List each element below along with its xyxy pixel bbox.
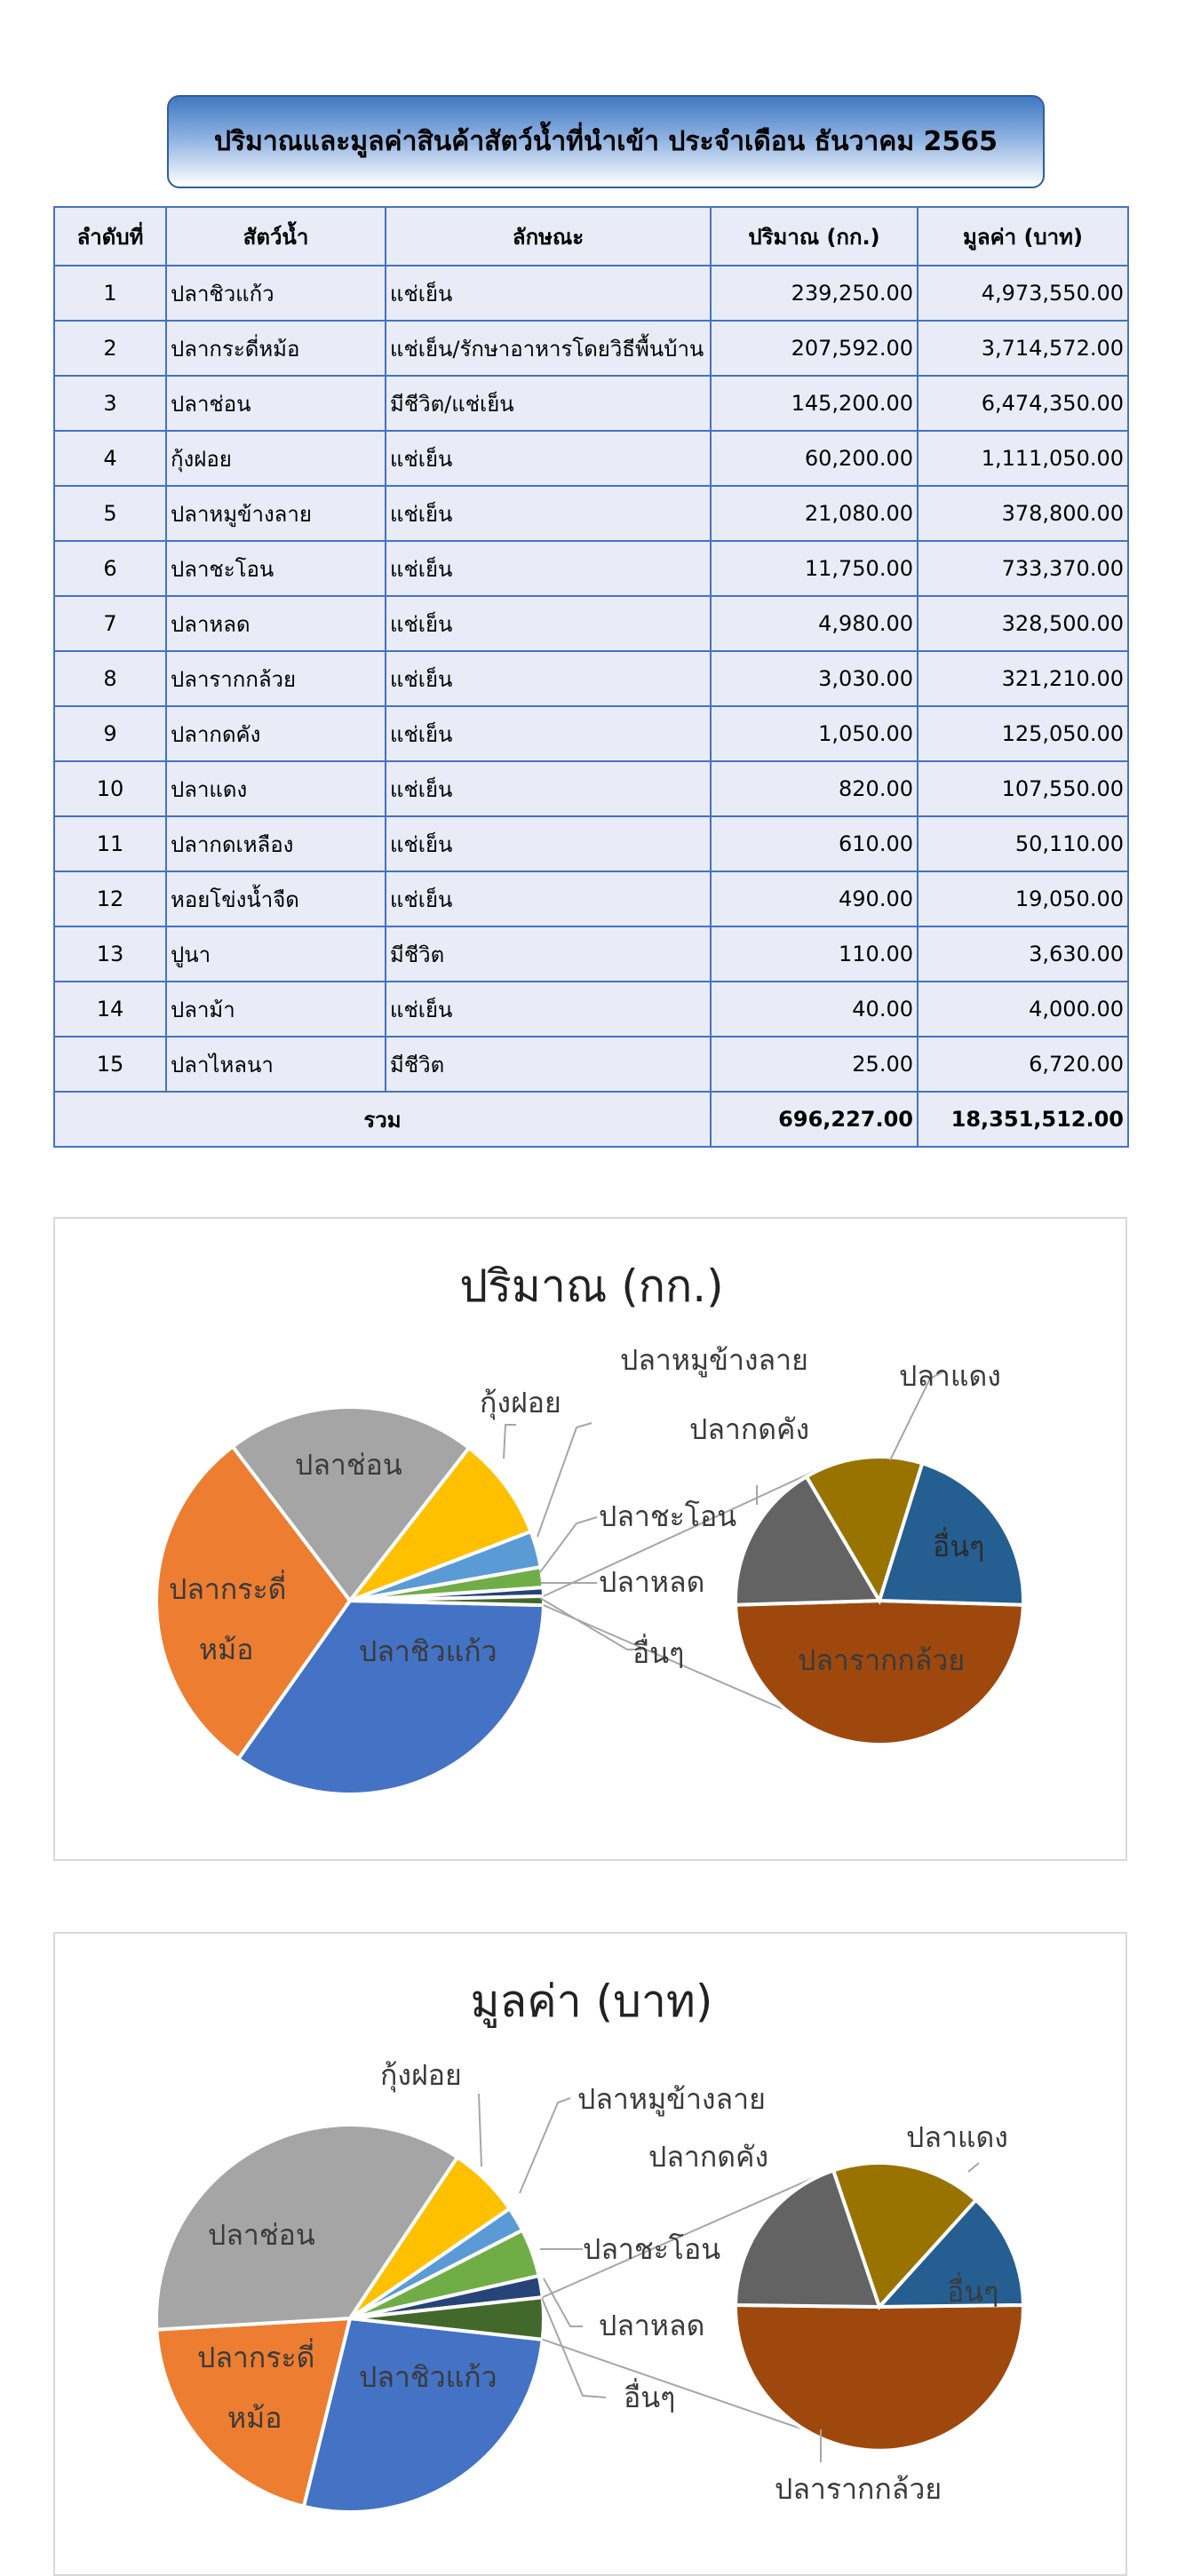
leader-line: [540, 1517, 597, 1572]
value-baht: 328,500.00: [918, 596, 1128, 651]
table-row: [54, 486, 1128, 541]
slice-label: ปลากดคัง: [648, 2140, 769, 2174]
chart-title: ปริมาณ (กก.): [459, 1260, 724, 1312]
value-baht: 1,111,050.00: [918, 431, 1128, 486]
col-header-value: มูลค่า (บาท): [918, 207, 1128, 266]
species-name: ปลาม้า: [166, 982, 386, 1037]
species-name: ปลากดเหลือง: [166, 816, 386, 871]
leader-line: [968, 2163, 979, 2172]
report-title: ปริมาณและมูลค่าสินค้าสัตว์น้ำที่นำเข้า ประจำเดือน ธันวาคม 2565: [213, 126, 998, 157]
leader-line: [544, 2278, 583, 2326]
product-type: แช่เย็น: [386, 651, 711, 706]
slice-label-part: หม้อ: [199, 1633, 254, 1666]
col-header-quantity: ปริมาณ (กก.): [711, 207, 918, 266]
secondary-pie-slice: [736, 2305, 1023, 2451]
value-baht: 4,973,550.00: [918, 266, 1128, 321]
slice-label: ปลาช่อน: [208, 2218, 315, 2252]
leader-line: [504, 1425, 516, 1459]
quantity-kg: 25.00: [711, 1037, 918, 1092]
value-baht: 125,050.00: [918, 706, 1128, 761]
quantity-kg: 490.00: [711, 871, 918, 926]
table-row: [54, 816, 1128, 871]
quantity-kg: 3,030.00: [711, 651, 918, 706]
row-number: 4: [54, 431, 166, 486]
quantity-kg: 21,080.00: [711, 486, 918, 541]
slice-label: ปลารากกล้วย: [798, 1643, 966, 1677]
quantity-chart: [53, 1217, 1127, 1861]
species-name: ปลาไหลนา: [166, 1037, 386, 1092]
leader-line: [520, 2098, 570, 2193]
species-name: หอยโข่งน้ำจืด: [166, 871, 386, 926]
value-baht: 378,800.00: [918, 486, 1128, 541]
slice-label: ปลาหมูข้างลาย: [620, 1343, 808, 1377]
product-type: แช่เย็น: [386, 431, 711, 486]
quantity-kg: 239,250.00: [711, 266, 918, 321]
product-type: แช่เย็น: [386, 596, 711, 651]
product-type: มีชีวิต: [386, 926, 711, 982]
product-type: แช่เย็น: [386, 816, 711, 871]
slice-label: อื่นๆ: [624, 2381, 676, 2414]
row-number: 2: [54, 321, 166, 376]
row-number: 12: [54, 871, 166, 926]
slice-label: อื่นๆ: [947, 2275, 999, 2309]
product-type: แช่เย็น/รักษาอาหารโดยวิธีพื้นบ้าน: [386, 321, 711, 376]
product-type: แช่เย็น: [386, 706, 711, 761]
row-number: 10: [54, 761, 166, 816]
quantity-kg: 11,750.00: [711, 541, 918, 596]
quantity-kg: 110.00: [711, 926, 918, 982]
row-number: 6: [54, 541, 166, 596]
species-name: ปลารากกล้วย: [166, 651, 386, 706]
total-row: [54, 1092, 1128, 1147]
product-type: มีชีวิต/แช่เย็น: [386, 376, 711, 431]
table-row: [54, 266, 1128, 321]
total-label: รวม: [54, 1092, 711, 1147]
value-chart: [53, 1932, 1127, 2576]
value-baht: 4,000.00: [918, 982, 1128, 1037]
quantity-kg: 4,980.00: [711, 596, 918, 651]
row-number: 5: [54, 486, 166, 541]
quantity-kg: 40.00: [711, 982, 918, 1037]
table-row: [54, 431, 1128, 486]
table-row: [54, 651, 1128, 706]
product-type: แช่เย็น: [386, 871, 711, 926]
value-baht: 3,714,572.00: [918, 321, 1128, 376]
table-row: [54, 321, 1128, 376]
slice-label: ปลาชิวแก้ว: [359, 1634, 497, 1668]
table-row: [54, 926, 1128, 982]
species-name: ปลาแดง: [166, 761, 386, 816]
slice-label: ปลาหมูข้างลาย: [577, 2082, 766, 2116]
leader-line: [479, 2094, 481, 2167]
slice-label: กุ้งฝอย: [380, 2058, 462, 2092]
species-name: ปลาช่อน: [166, 376, 386, 431]
col-header-species: สัตว์น้ำ: [166, 207, 386, 266]
quantity-kg: 1,050.00: [711, 706, 918, 761]
product-type: มีชีวิต: [386, 1037, 711, 1092]
slice-label: ปลาชะโอน: [599, 1499, 737, 1533]
species-name: ปลาชะโอน: [166, 541, 386, 596]
product-type: แช่เย็น: [386, 486, 711, 541]
row-number: 1: [54, 266, 166, 321]
leader-line: [537, 1423, 592, 1537]
value-baht: 733,370.00: [918, 541, 1128, 596]
table-row: [54, 1037, 1128, 1092]
quantity-kg: 145,200.00: [711, 376, 918, 431]
chart-title: มูลค่า (บาท): [470, 1976, 713, 2027]
import-table: [53, 206, 1129, 1148]
value-baht: 6,720.00: [918, 1037, 1128, 1092]
product-type: แช่เย็น: [386, 982, 711, 1037]
value-chart-svg: [55, 1934, 1129, 2560]
slice-label: ปลาแดง: [899, 1359, 1001, 1393]
total-value: 18,351,512.00: [918, 1092, 1128, 1147]
table-row: [54, 982, 1128, 1037]
species-name: ปูนา: [166, 926, 386, 982]
species-name: ปลากระดี่หม้อ: [166, 321, 386, 376]
value-baht: 107,550.00: [918, 761, 1128, 816]
slice-label-part: ปลากระดี่: [169, 1572, 287, 1606]
species-name: ปลาชิวแก้ว: [166, 266, 386, 321]
row-number: 9: [54, 706, 166, 761]
row-number: 11: [54, 816, 166, 871]
table-row: [54, 596, 1128, 651]
col-header-type: ลักษณะ: [386, 207, 711, 266]
slice-label: ปลาช่อน: [295, 1448, 402, 1482]
slice-label-part: ปลากระดี่: [197, 2341, 315, 2374]
row-number: 13: [54, 926, 166, 982]
quantity-kg: 610.00: [711, 816, 918, 871]
species-name: ปลาหมูข้างลาย: [166, 486, 386, 541]
quantity-kg: 60,200.00: [711, 431, 918, 486]
slice-label: อื่นๆ: [933, 1530, 985, 1563]
table-body: [54, 266, 1128, 1092]
table-header-row: [54, 207, 1128, 266]
col-header-no: ลำดับที่: [54, 207, 166, 266]
quantity-chart-svg: [55, 1219, 1129, 1863]
value-baht: 19,050.00: [918, 871, 1128, 926]
quantity-kg: 820.00: [711, 761, 918, 816]
leader-line: [542, 2298, 606, 2397]
species-name: กุ้งฝอย: [166, 431, 386, 486]
product-type: แช่เย็น: [386, 541, 711, 596]
slice-label: ปลารากกล้วย: [775, 2472, 942, 2506]
value-baht: 6,474,350.00: [918, 376, 1128, 431]
slice-label: อื่นๆ: [632, 1636, 685, 1670]
slice-label: ปลากดคัง: [689, 1412, 810, 1446]
table-row: [54, 541, 1128, 596]
value-baht: 3,630.00: [918, 926, 1128, 982]
total-quantity: 696,227.00: [711, 1092, 918, 1147]
row-number: 8: [54, 651, 166, 706]
product-type: แช่เย็น: [386, 761, 711, 816]
slice-label: ปลาแดง: [906, 2120, 1008, 2154]
species-name: ปลากดคัง: [166, 706, 386, 761]
slice-label: ปลาชิวแก้ว: [359, 2360, 497, 2394]
row-number: 7: [54, 596, 166, 651]
table-row: [54, 706, 1128, 761]
slice-label: ปลาชะโอน: [583, 2232, 721, 2266]
report-title-banner: [167, 95, 1045, 188]
slice-label: ปลาหลด: [599, 1565, 705, 1599]
slice-label-part: หม้อ: [227, 2401, 282, 2435]
row-number: 15: [54, 1037, 166, 1092]
slice-label: กุ้งฝอย: [480, 1386, 561, 1419]
species-name: ปลาหลด: [166, 596, 386, 651]
table-row: [54, 871, 1128, 926]
product-type: แช่เย็น: [386, 266, 711, 321]
value-baht: 321,210.00: [918, 651, 1128, 706]
value-baht: 50,110.00: [918, 816, 1128, 871]
slice-label: ปลาหลด: [599, 2309, 705, 2342]
table-row: [54, 761, 1128, 816]
row-number: 3: [54, 376, 166, 431]
row-number: 14: [54, 982, 166, 1037]
quantity-kg: 207,592.00: [711, 321, 918, 376]
table-row: [54, 376, 1128, 431]
